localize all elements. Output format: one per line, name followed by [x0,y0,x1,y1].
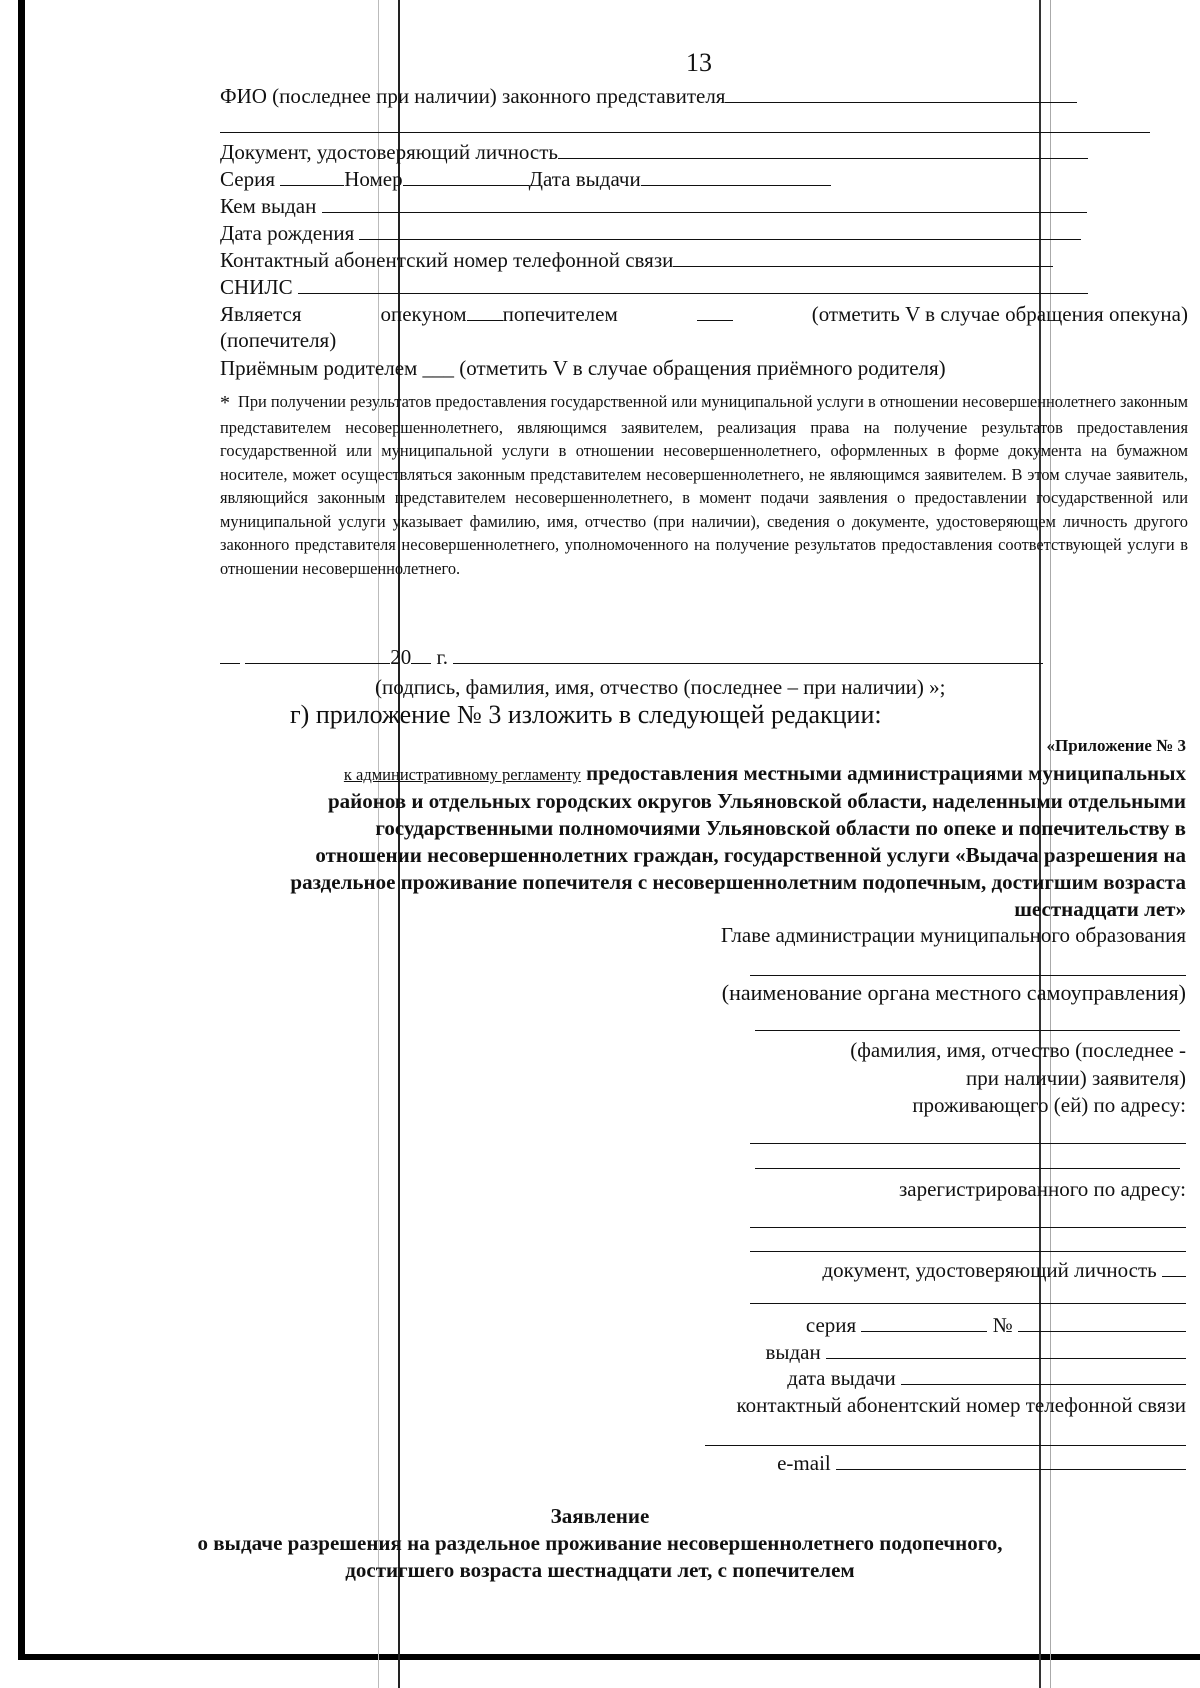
appendix-intro: г) приложение № 3 изложить в следующей редакции: [290,700,882,729]
id-doc-field: Документ, удостоверяющий личность [220,140,1088,165]
id-doc-label: документ, удостоверяющий личность [822,1258,1186,1283]
phone-field: Контактный абонентский номер телефонной связи [220,248,1053,273]
blank-line [705,1445,1186,1446]
addressee-head: Главе администрации муниципального образования [720,923,1186,947]
statement-subtitle-2: достигшего возраста шестнадцати лет, с попечителем [345,1558,855,1582]
blank-line [220,132,1150,133]
blank-line [750,1251,1186,1252]
series-number-date-field: Серия Номер Дата выдачи [220,167,831,192]
blank-line [750,1143,1186,1144]
rep-name-field: ФИО (последнее при наличии) законного представителя [220,84,1077,109]
signature-caption: (подпись, фамилия, имя, отчество (последнее – при наличии) »; [375,675,946,699]
org-caption: (наименование органа местного самоуправления) [721,980,1186,1005]
birth-date-field: Дата рождения [220,221,1081,246]
name-caption-1: (фамилия, имя, отчество (последнее - [850,1038,1186,1062]
registered-label: зарегистрированного по адресу: [899,1177,1186,1201]
blank-line [755,1168,1180,1169]
scan-left-edge [18,0,25,1660]
name-caption-2: при наличии) заявителя) [965,1066,1186,1090]
signature-line: 20 г. [220,645,1060,670]
statement-subtitle-1: о выдаче разрешения на раздельное проживание несовершеннолетнего подопечного, [197,1531,1003,1555]
statement-title: Заявление [550,1504,650,1528]
residing-label: проживающего (ей) по адресу: [912,1093,1186,1117]
page-number: 13 [686,48,712,77]
email-field: e-mail [777,1451,1186,1476]
blank-line [750,1227,1186,1228]
issued-by-field: Кем выдан [220,194,1087,219]
series-number-field: серия № [806,1313,1186,1338]
foster-parent-field: Приёмным родителем ___ (отметить V в случае обращения приёмного родителя) [220,356,946,380]
blank-line [750,975,1186,976]
issue-date-field: дата выдачи [787,1366,1186,1391]
blank-line [755,1030,1180,1031]
issued-field: выдан [765,1340,1186,1365]
guardian-field: Является опекуном попечителем (отметить V в случае обращения опекуна) [220,302,1188,326]
regulation-heading: к административному регламенту предоставления местными администрациями муниципальных районов и отдельных городских округов Ульяновской области, наделенными отдельными государственными полномочиями Ульяновской области по опеке и попечительству в отношении несовершеннолетних граждан, государственной услуги «Выдача разрешения на раздельное проживание попечителя с несовершеннолетним подопечным, достигшим возраста шестнадцати лет» [290,761,1186,921]
scan-bottom-edge [18,1654,1200,1660]
guardian-field-cont: (попечителя) [220,328,337,352]
appendix-label: «Приложение № 3 [1046,736,1186,755]
snils-field: СНИЛС [220,275,1088,300]
blank-line [750,1303,1186,1304]
footnote: * При получении результатов предоставления государственной или муниципальной услуги в отношении несовершеннолетнего законным представителем несовершеннолетнего, являющимся заявителем, реализация права на получение результатов предоставления государственной или муниципальной услуги в отношении несовершеннолетнего, оформленных в форме документа на бумажном носителе, может осуществляться законным представителем несовершеннолетнего, не являющимся заявителем. В этом случае заявитель, являющийся законным представителем несовершеннолетнего, в момент подачи заявления о предоставлении государственной или муниципальной услуги указывает фамилию, имя, отчество (при наличии), сведения о документе, удостоверяющем личность другого законного представителя несовершеннолетнего, уполномоченного на получение результатов предоставления соответствующей услуги в отношении несовершеннолетнего. [220,392,1188,578]
phone-label: контактный абонентский номер телефонной связи [736,1393,1186,1417]
